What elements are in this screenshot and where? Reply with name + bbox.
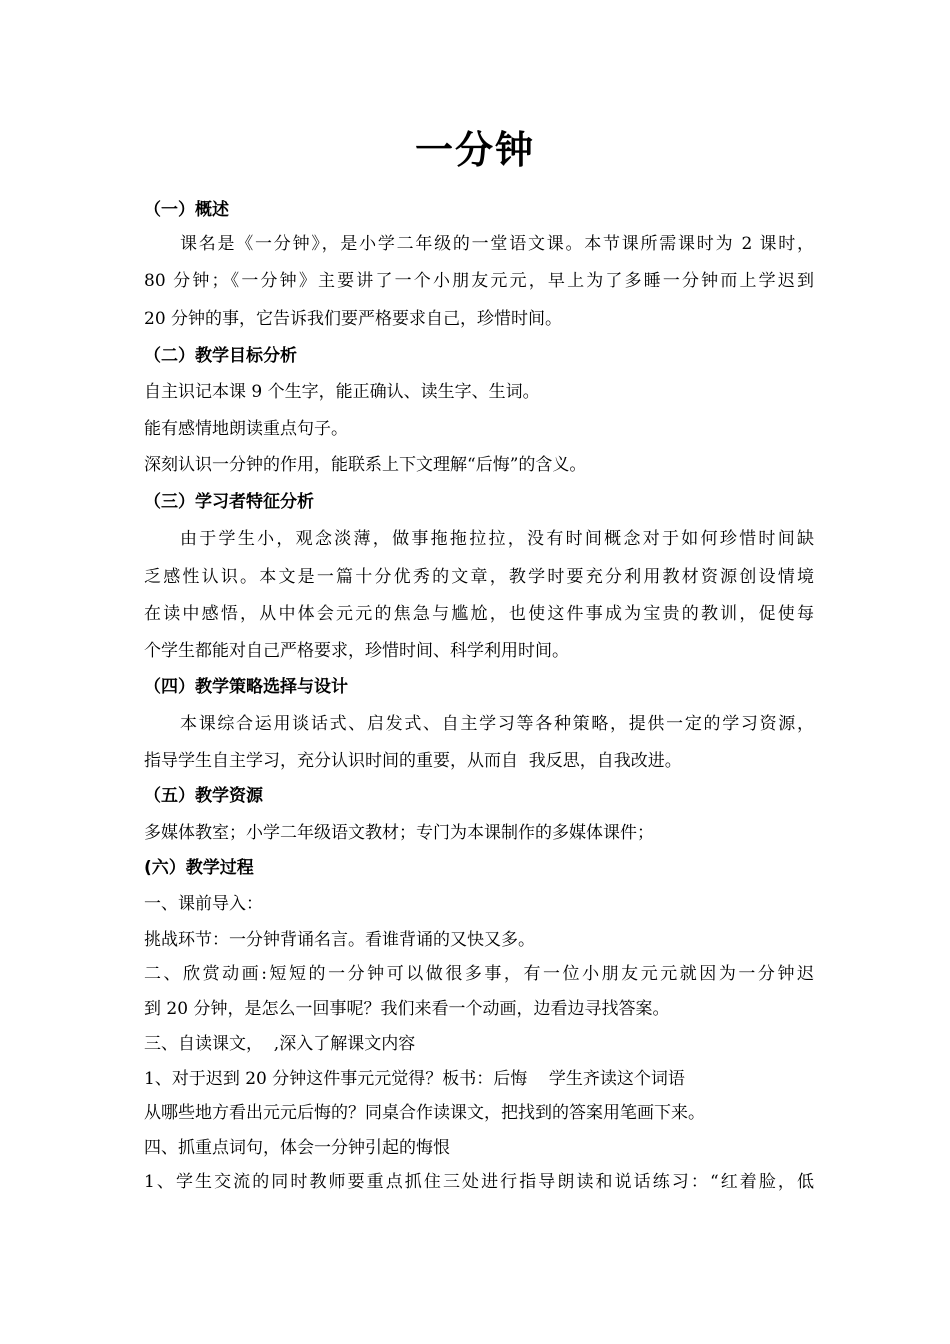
learners-line-3: 在读中感悟，从中体会元元的焦急与尴尬，也使这件事成为宝贵的教训，促使每	[144, 604, 814, 624]
document-title: 一分钟	[414, 128, 535, 172]
process-line-1: 一、课前导入：	[144, 894, 263, 914]
process-line-9: 1、学生交流的同时教师要重点抓住三处进行指导朗读和说话练习：“红着脸，低	[144, 1172, 814, 1192]
section-heading-overview: （一）概述	[144, 200, 229, 220]
overview-line-3: 20 分钟的事，它告诉我们要严格要求自己，珍惜时间。	[144, 309, 563, 329]
process-line-6: 1、对于迟到 20 分钟这件事元元觉得？板书：后悔 学生齐读这个词语	[144, 1069, 685, 1089]
process-line-7: 从哪些地方看出元元后悔的？同桌合作读课文，把找到的答案用笔画下来。	[144, 1103, 705, 1123]
section-heading-learners: （三）学习者特征分析	[144, 492, 314, 512]
strategy-line-1: 本课综合运用谈话式、启发式、自主学习等各种策略，提供一定的学习资源，	[180, 714, 814, 734]
resources-line-1: 多媒体教室；小学二年级语文教材；专门为本课制作的多媒体课件；	[144, 823, 654, 843]
process-line-3: 二、欣赏动画:短短的一分钟可以做很多事，有一位小朋友元元就因为一分钟迟	[144, 964, 814, 984]
overview-line-2: 80 分钟；《一分钟》主要讲了一个小朋友元元，早上为了多睡一分钟而上学迟到	[144, 271, 814, 291]
objectives-line-1: 自主识记本课 9 个生字，能正确认、读生字、生词。	[144, 382, 540, 402]
overview-line-1: 课名是《一分钟》，是小学二年级的一堂语文课。本节课所需课时为 2 课时，	[180, 234, 814, 254]
learners-line-4: 个学生都能对自己严格要求，珍惜时间、科学利用时间。	[144, 641, 569, 661]
process-line-4: 到 20 分钟，是怎么一回事呢？我们来看一个动画，边看边寻找答案。	[144, 999, 670, 1019]
section-heading-process: (六）教学过程	[144, 858, 254, 878]
section-heading-objectives: （二）教学目标分析	[144, 346, 297, 366]
process-line-2: 挑战环节：一分钟背诵名言。看谁背诵的又快又多。	[144, 930, 535, 950]
learners-line-1: 由于学生小，观念淡薄，做事拖拖拉拉，没有时间概念对于如何珍惜时间缺	[180, 529, 814, 549]
section-heading-strategy: （四）教学策略选择与设计	[144, 677, 348, 697]
objectives-line-2: 能有感情地朗读重点句子。	[144, 419, 348, 439]
learners-line-2: 乏感性认识。本文是一篇十分优秀的文章，教学时要充分利用教材资源创设情境	[144, 567, 814, 587]
strategy-line-2: 指导学生自主学习，充分认识时间的重要，从而自 我反思，自我改进。	[144, 751, 682, 771]
section-heading-resources: （五）教学资源	[144, 786, 263, 806]
objectives-line-3: 深刻认识一分钟的作用，能联系上下文理解“后悔”的含义。	[144, 455, 587, 475]
process-line-5: 三、自读课文， ,深入了解课文内容	[144, 1034, 416, 1054]
process-line-8: 四、抓重点词句，体会一分钟引起的悔恨	[144, 1138, 450, 1158]
